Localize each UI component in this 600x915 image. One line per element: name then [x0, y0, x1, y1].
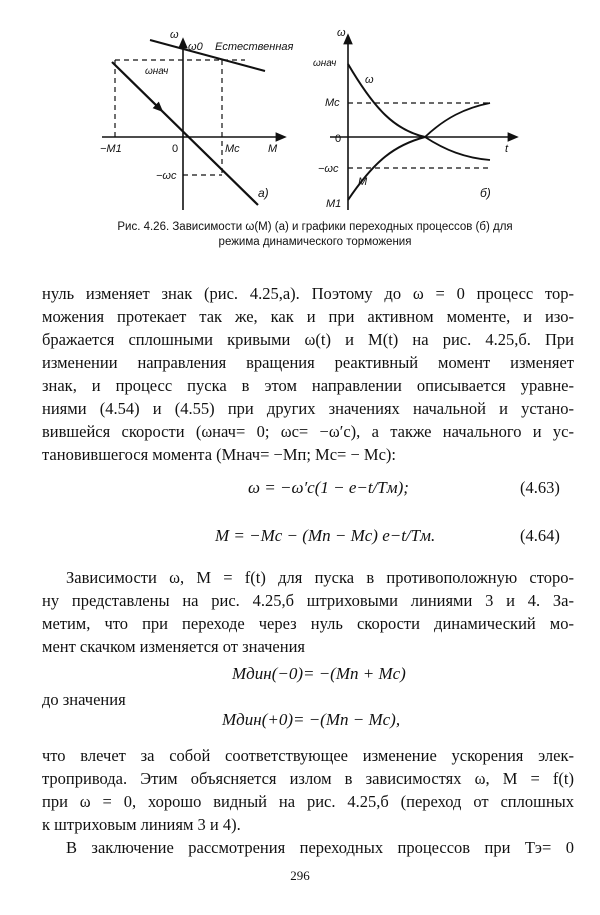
paragraph-1 — [42, 282, 574, 466]
p3-line-2: тропривода. Этим объясняется излом в зависимостях ω, M = f(t) — [42, 769, 574, 788]
label-zero-a: 0 — [172, 143, 179, 155]
equation-number-4-63: (4.63) — [520, 478, 560, 497]
p1-line-2: можения протекает так же, как и при активном моменте, и изо- — [42, 307, 574, 326]
panel-a — [102, 40, 282, 210]
label-omega-start-a: ωнач — [145, 66, 169, 77]
p1-line-1: нуль изменяет знак (рис. 4.25,а). Поэтому до ω = 0 процесс тор- — [42, 284, 574, 303]
p2-line-1: Зависимости ω, M = f(t) для пуска в противоположную сторо- — [66, 568, 574, 587]
equation-m-din-minus: Mдин(−0)= −(Mп + Mc) — [232, 664, 406, 683]
p3-line-4: к штриховым линиям 3 и 4). — [42, 815, 241, 834]
equation-4-63: ω = −ω′c(1 − e−t/Tм); — [248, 478, 409, 497]
between-text — [42, 688, 574, 711]
label-omega0: ω0 — [188, 41, 203, 53]
label-omega-b: ω — [337, 27, 346, 39]
p1-line-8: тановившегося момента (Mнач= −Mп; Mс= − Mс): — [42, 445, 396, 464]
label-panel-b: б) — [480, 186, 491, 200]
p1-line-4: изменении направления вращения реактивный момент изменяет — [42, 353, 574, 372]
paragraph-3 — [42, 744, 574, 836]
label-panel-a: а) — [258, 186, 269, 200]
label-minus-omega-c-b: −ωc — [318, 163, 339, 175]
label-m1: M1 — [326, 198, 342, 210]
label-minus-omega-c-a: −ωc — [156, 170, 177, 182]
p1-line-6: ниями (4.54) и (4.55) при других значениях начальной и устано- — [42, 399, 574, 418]
label-zero-b: 0 — [335, 133, 342, 145]
caption-line-2: режима динамического торможения — [218, 236, 412, 248]
label-mc-a: Mc — [225, 143, 240, 155]
p1-line-5: знак, и процесс пуска в этом направлении описывается уравне- — [42, 376, 574, 395]
label-t-axis: t — [505, 143, 509, 155]
between-line: до значения — [42, 690, 126, 709]
label-omega-curve: ω — [365, 74, 374, 86]
p2-line-4: мент скачком изменяется от значения — [42, 637, 305, 656]
figure-caption — [95, 220, 535, 250]
label-omega-a: ω — [170, 29, 179, 41]
p3-line-3: при ω = 0, хорошо видный на рис. 4.25,б (переход от сплошных — [42, 792, 574, 811]
paragraph-2 — [42, 566, 574, 658]
label-omega-start-b: ωнач — [313, 58, 337, 69]
p2-line-3: метим, что при переходе через нуль скорости динамический мо- — [42, 614, 574, 633]
paragraph-4 — [42, 836, 574, 859]
m-continuation — [425, 103, 490, 137]
p2-line-2: ну представлены на рис. 4.25,б штриховыми линиями 3 и 4. За- — [42, 591, 574, 610]
label-minus-m1: −M1 — [100, 143, 122, 155]
label-m-axis-a: M — [268, 143, 278, 155]
caption-line-1: Рис. 4.26. Зависимости ω(M) (а) и графики переходных процессов (б) для — [117, 221, 513, 233]
equation-number-4-64: (4.64) — [520, 526, 560, 545]
p4-line-1: В заключение рассмотрения переходных процессов при Tэ= 0 — [66, 838, 574, 857]
omega-continuation — [425, 137, 490, 160]
omega-curve — [348, 64, 425, 137]
p3-line-1: что влечет за собой соответствующее изменение ускорения элек- — [42, 746, 574, 765]
page-number: 296 — [290, 868, 310, 883]
label-mc-b: Mc — [325, 97, 340, 109]
equation-m-din-plus: Mдин(+0)= −(Mп − Mc), — [222, 710, 401, 729]
label-m-curve: M — [358, 176, 368, 188]
figure-4-26 — [0, 0, 600, 215]
label-natural: Естественная — [215, 41, 294, 53]
p1-line-3: бражается сплошными кривыми ω(t) и M(t) на рис. 4.25,б. При — [42, 330, 574, 349]
p1-line-7: вившейся скорости (ωнач= 0; ωс= −ω′с), а также начального и ус- — [42, 422, 574, 441]
equation-4-64: M = −Mc − (Mп − Mc) e−t/Tм. — [215, 526, 436, 545]
